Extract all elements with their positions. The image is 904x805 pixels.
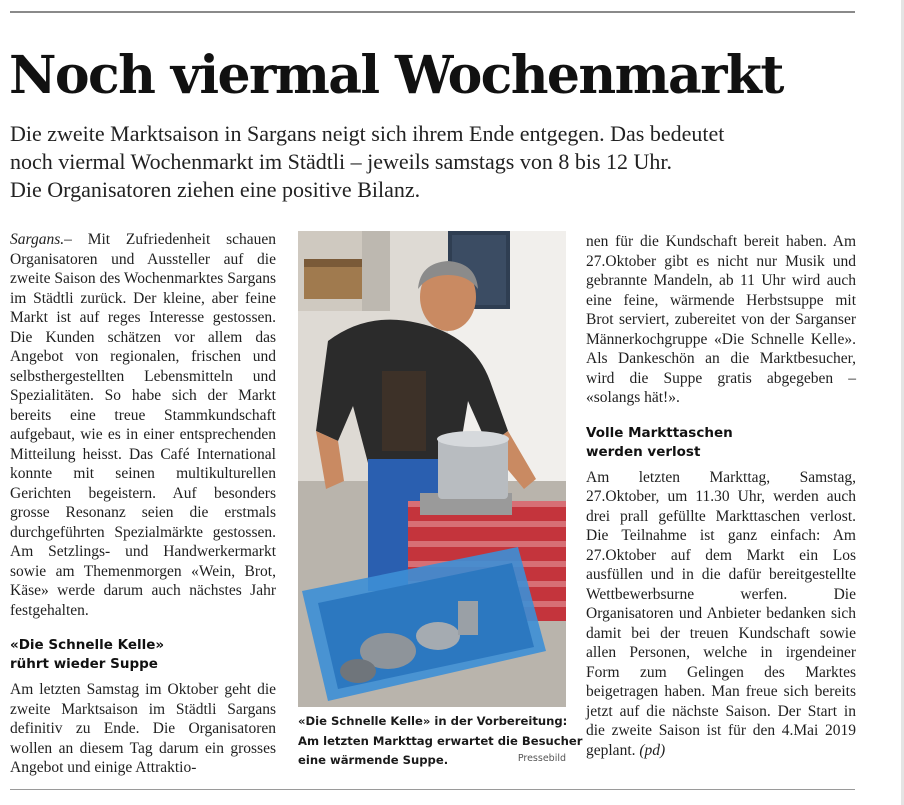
intro-paragraph <box>10 230 276 620</box>
section-heading-line: Volle Markttaschen <box>586 424 733 441</box>
article-headline: Noch viermal Wochenmarkt <box>9 45 783 106</box>
soup-paragraph-start: Am letzten Samstag im Oktober geht die zweite Marktsaison im Städtli Sargans definitiv zu Ende. Die Organisatoren wollen an diesem Tag darum ein grosses Angebot und einige Attraktio- <box>10 681 276 776</box>
photo-illustration <box>298 231 566 707</box>
top-rule <box>10 11 855 13</box>
article-lead <box>10 120 855 204</box>
caption-line: Am letzten Markttag erwartet die Besucher <box>298 733 583 748</box>
photo-credit: Pressebild <box>517 753 566 764</box>
raffle-text: Am letzten Markttag, Samstag, 27.Oktober, um 11.30 Uhr, werden auch drei prall gefüllte Markttaschen verlost. Die Teilnahme ist ganz einfach: Am 27.Oktober auf dem Markt ein Los ausfüllen und in die dafür bereitgestellte Wettbewerbsurne werfen. Die Organisatoren und Anbieter bedanken sich damit bei der treuen Kundschaft sowie allen Personen, welche in irgendeiner Form zum Gelingen des Marktes beigetragen haben. Man freue sich bereits jetzt auf die nächste Saison. Der Start in die zweite Saison ist für den 4.Mai 2019 geplant. <box>586 468 856 759</box>
section-heading-soup <box>10 636 276 674</box>
intro-text: Mit Zufriedenheit schauen Organisatoren und Aussteller auf die zweite Saison des Wochenmarktes Sargans im Städtli zurück. Der kleine, aber feine Markt ist auf reges Interesse gestossen. Die Kunden schätzen vor allem das Angebot von regionalen, frischen und selbsthergestellten Lebensmitteln und Spezialitäten. So habe sich der Markt bereits eine treue Stammkundschaft aufgebaut, wie es in einer entsprechenden Mitteilung heisst. Das Café International konnte mit seinen multikulturellen Gerichten begeistern. Auf besonders grosse Resonanz seien die erstmals durchgeführten Spezialmärkte gestossen. Am Setzlings- und Handwerkermarkt sowie am Themenmorgen «Wein, Brot, Käse» werde darum auch nächstes Jahr festgehalten. <box>10 231 277 619</box>
section-heading-line: rührt wieder Suppe <box>10 656 158 672</box>
caption-line: eine wärmende Suppe. <box>298 753 449 767</box>
article-column-1 <box>10 230 276 778</box>
article-column-3 <box>586 232 856 760</box>
dateline: Sargans.– <box>10 231 72 248</box>
section-heading-line: «Die Schnelle Kelle» <box>10 637 165 653</box>
lead-line: Die zweite Marktsaison in Sargans neigt sich ihrem Ende entgegen. Das bedeutet <box>10 121 725 146</box>
lead-line: noch viermal Wochenmarkt im Städtli – jeweils samstags von 8 bis 12 Uhr. <box>10 149 673 174</box>
raffle-paragraph <box>586 468 856 761</box>
lead-line: Die Organisatoren ziehen eine positive Bilanz. <box>10 177 421 202</box>
article-photo <box>298 231 566 707</box>
section-heading-line: werden verlost <box>586 443 701 460</box>
section-heading-raffle <box>586 424 856 462</box>
author-signoff: (pd) <box>639 741 666 759</box>
bottom-rule <box>10 789 855 790</box>
photo-caption <box>298 712 583 771</box>
caption-line: «Die Schnelle Kelle» in der Vorbereitung: <box>298 714 568 728</box>
soup-paragraph-end: nen für die Kundschaft bereit haben. Am 27.Oktober gibt es nicht nur Musik und gebrannte Mandeln, ab 11 Uhr wird auch eine feine, wärmende Herbstsuppe mit Brot serviert, zubereitet von der Sarganser Männerkochgruppe «Die Schnelle Kelle». Als Dankeschön an die Marktbesucher, wird die Suppe gratis abgegeben – «solangs hät!». <box>586 233 856 406</box>
